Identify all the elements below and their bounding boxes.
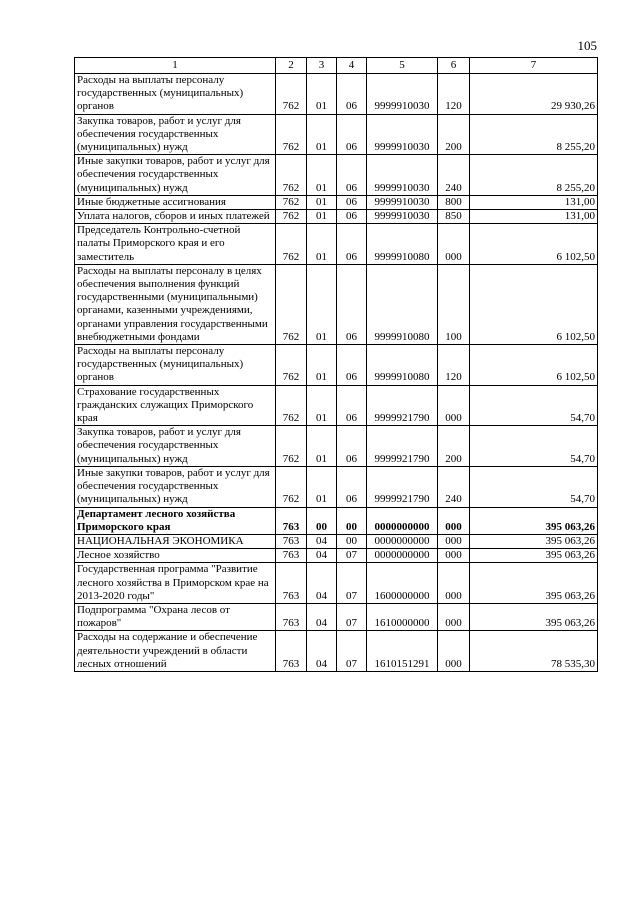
row-vr: 000 — [438, 563, 470, 604]
row-pr: 00 — [337, 534, 367, 548]
row-sum: 6 102,50 — [470, 264, 598, 344]
header-col-6: 6 — [438, 58, 470, 74]
row-csr: 9999910030 — [367, 210, 438, 224]
header-col-1: 1 — [75, 58, 276, 74]
row-rz: 01 — [307, 210, 337, 224]
row-rz: 01 — [307, 345, 337, 386]
row-vr: 000 — [438, 603, 470, 630]
header-col-5: 5 — [367, 58, 438, 74]
row-pr: 06 — [337, 345, 367, 386]
row-rz: 01 — [307, 264, 337, 344]
row-sum: 395 063,26 — [470, 603, 598, 630]
row-csr: 0000000000 — [367, 549, 438, 563]
row-rz: 04 — [307, 563, 337, 604]
row-vr: 120 — [438, 345, 470, 386]
row-ved: 763 — [276, 631, 307, 672]
row-ved: 763 — [276, 549, 307, 563]
row-ved: 762 — [276, 426, 307, 467]
row-pr: 00 — [337, 507, 367, 534]
header-col-3: 3 — [307, 58, 337, 74]
row-sum: 54,70 — [470, 385, 598, 426]
row-sum: 54,70 — [470, 426, 598, 467]
row-ved: 762 — [276, 74, 307, 115]
table-row — [75, 426, 598, 467]
row-rz: 01 — [307, 114, 337, 155]
row-rz: 04 — [307, 631, 337, 672]
row-ved: 762 — [276, 114, 307, 155]
table-row — [75, 549, 598, 563]
row-rz: 01 — [307, 74, 337, 115]
row-pr: 06 — [337, 114, 367, 155]
row-vr: 000 — [438, 549, 470, 563]
row-sum: 395 063,26 — [470, 534, 598, 548]
row-name: Расходы на содержание и обеспечение деятельности учреждений в области лесных отношений — [75, 631, 276, 672]
row-sum: 8 255,20 — [470, 155, 598, 196]
row-sum: 29 930,26 — [470, 74, 598, 115]
row-csr: 9999921790 — [367, 385, 438, 426]
header-col-7: 7 — [470, 58, 598, 74]
row-csr: 9999910030 — [367, 155, 438, 196]
row-pr: 07 — [337, 603, 367, 630]
row-sum: 8 255,20 — [470, 114, 598, 155]
row-pr: 06 — [337, 426, 367, 467]
row-vr: 100 — [438, 264, 470, 344]
row-name: Иные бюджетные ассигнования — [75, 195, 276, 209]
row-pr: 06 — [337, 210, 367, 224]
row-ved: 763 — [276, 507, 307, 534]
row-vr: 200 — [438, 114, 470, 155]
row-name: Подпрограмма "Охрана лесов от пожаров" — [75, 603, 276, 630]
row-name: Расходы на выплаты персоналу в целях обеспечения выполнения функций государственными (муниципальными) органами, казенными учреждениями, органами управления государственными внебюджетными фондами — [75, 264, 276, 344]
row-name: Иные закупки товаров, работ и услуг для обеспечения государственных (муниципальных) нужд — [75, 155, 276, 196]
header-col-4: 4 — [337, 58, 367, 74]
table-row — [75, 385, 598, 426]
row-rz: 04 — [307, 603, 337, 630]
page-number: 105 — [577, 38, 597, 53]
row-sum: 395 063,26 — [470, 507, 598, 534]
row-sum: 395 063,26 — [470, 549, 598, 563]
row-csr: 9999921790 — [367, 426, 438, 467]
row-rz: 04 — [307, 534, 337, 548]
row-rz: 04 — [307, 549, 337, 563]
row-vr: 800 — [438, 195, 470, 209]
row-csr: 9999910030 — [367, 195, 438, 209]
row-ved: 762 — [276, 264, 307, 344]
row-vr: 000 — [438, 507, 470, 534]
row-pr: 07 — [337, 631, 367, 672]
row-pr: 06 — [337, 385, 367, 426]
row-name: Закупка товаров, работ и услуг для обеспечения государственных (муниципальных) нужд — [75, 114, 276, 155]
row-pr: 06 — [337, 195, 367, 209]
row-name: Страхование государственных гражданских служащих Приморского края — [75, 385, 276, 426]
row-csr: 9999910080 — [367, 224, 438, 265]
row-vr: 200 — [438, 426, 470, 467]
table-row-department — [75, 507, 598, 534]
row-vr: 000 — [438, 224, 470, 265]
row-csr: 0000000000 — [367, 534, 438, 548]
row-name: Расходы на выплаты персоналу государственных (муниципальных) органов — [75, 74, 276, 115]
row-name: Закупка товаров, работ и услуг для обеспечения государственных (муниципальных) нужд — [75, 426, 276, 467]
table-row — [75, 466, 598, 507]
row-name: Государственная программа "Развитие лесного хозяйства в Приморском крае на 2013-2020 годы" — [75, 563, 276, 604]
row-ved: 762 — [276, 155, 307, 196]
row-rz: 01 — [307, 466, 337, 507]
row-rz: 01 — [307, 385, 337, 426]
row-pr: 06 — [337, 74, 367, 115]
table-row — [75, 264, 598, 344]
table-row — [75, 195, 598, 209]
row-csr: 1600000000 — [367, 563, 438, 604]
row-sum: 78 535,30 — [470, 631, 598, 672]
header-col-2: 2 — [276, 58, 307, 74]
table-row — [75, 114, 598, 155]
row-vr: 240 — [438, 466, 470, 507]
row-ved: 762 — [276, 195, 307, 209]
table-row — [75, 224, 598, 265]
row-rz: 01 — [307, 224, 337, 265]
row-vr: 000 — [438, 385, 470, 426]
row-rz: 01 — [307, 155, 337, 196]
table-row — [75, 210, 598, 224]
row-csr: 9999921790 — [367, 466, 438, 507]
row-ved: 762 — [276, 385, 307, 426]
row-name: Лесное хозяйство — [75, 549, 276, 563]
budget-table — [74, 57, 598, 672]
row-sum: 131,00 — [470, 195, 598, 209]
table-header-row — [75, 58, 598, 74]
row-pr: 07 — [337, 563, 367, 604]
row-name: Департамент лесного хозяйства Приморского края — [75, 507, 276, 534]
row-csr: 9999910030 — [367, 114, 438, 155]
table-row — [75, 155, 598, 196]
row-name: Иные закупки товаров, работ и услуг для обеспечения государственных (муниципальных) нужд — [75, 466, 276, 507]
row-ved: 763 — [276, 603, 307, 630]
row-ved: 763 — [276, 563, 307, 604]
row-vr: 850 — [438, 210, 470, 224]
row-pr: 06 — [337, 224, 367, 265]
row-sum: 6 102,50 — [470, 345, 598, 386]
row-ved: 762 — [276, 224, 307, 265]
row-csr: 9999910080 — [367, 264, 438, 344]
row-pr: 06 — [337, 466, 367, 507]
table-row — [75, 74, 598, 115]
row-ved: 762 — [276, 345, 307, 386]
row-ved: 762 — [276, 466, 307, 507]
row-ved: 763 — [276, 534, 307, 548]
row-name: НАЦИОНАЛЬНАЯ ЭКОНОМИКА — [75, 534, 276, 548]
row-vr: 000 — [438, 534, 470, 548]
table-row — [75, 563, 598, 604]
row-pr: 06 — [337, 264, 367, 344]
row-name: Председатель Контрольно-счетной палаты Приморского края и его заместитель — [75, 224, 276, 265]
row-sum: 395 063,26 — [470, 563, 598, 604]
row-name: Уплата налогов, сборов и иных платежей — [75, 210, 276, 224]
row-ved: 762 — [276, 210, 307, 224]
row-rz: 00 — [307, 507, 337, 534]
row-csr: 0000000000 — [367, 507, 438, 534]
table-row — [75, 631, 598, 672]
row-vr: 240 — [438, 155, 470, 196]
row-name: Расходы на выплаты персоналу государственных (муниципальных) органов — [75, 345, 276, 386]
row-rz: 01 — [307, 195, 337, 209]
row-vr: 000 — [438, 631, 470, 672]
table-row — [75, 345, 598, 386]
row-sum: 54,70 — [470, 466, 598, 507]
row-pr: 07 — [337, 549, 367, 563]
row-csr: 9999910030 — [367, 74, 438, 115]
row-csr: 1610000000 — [367, 603, 438, 630]
table-row — [75, 603, 598, 630]
table-row — [75, 534, 598, 548]
row-pr: 06 — [337, 155, 367, 196]
row-sum: 131,00 — [470, 210, 598, 224]
row-csr: 1610151291 — [367, 631, 438, 672]
row-rz: 01 — [307, 426, 337, 467]
row-csr: 9999910080 — [367, 345, 438, 386]
row-sum: 6 102,50 — [470, 224, 598, 265]
row-vr: 120 — [438, 74, 470, 115]
